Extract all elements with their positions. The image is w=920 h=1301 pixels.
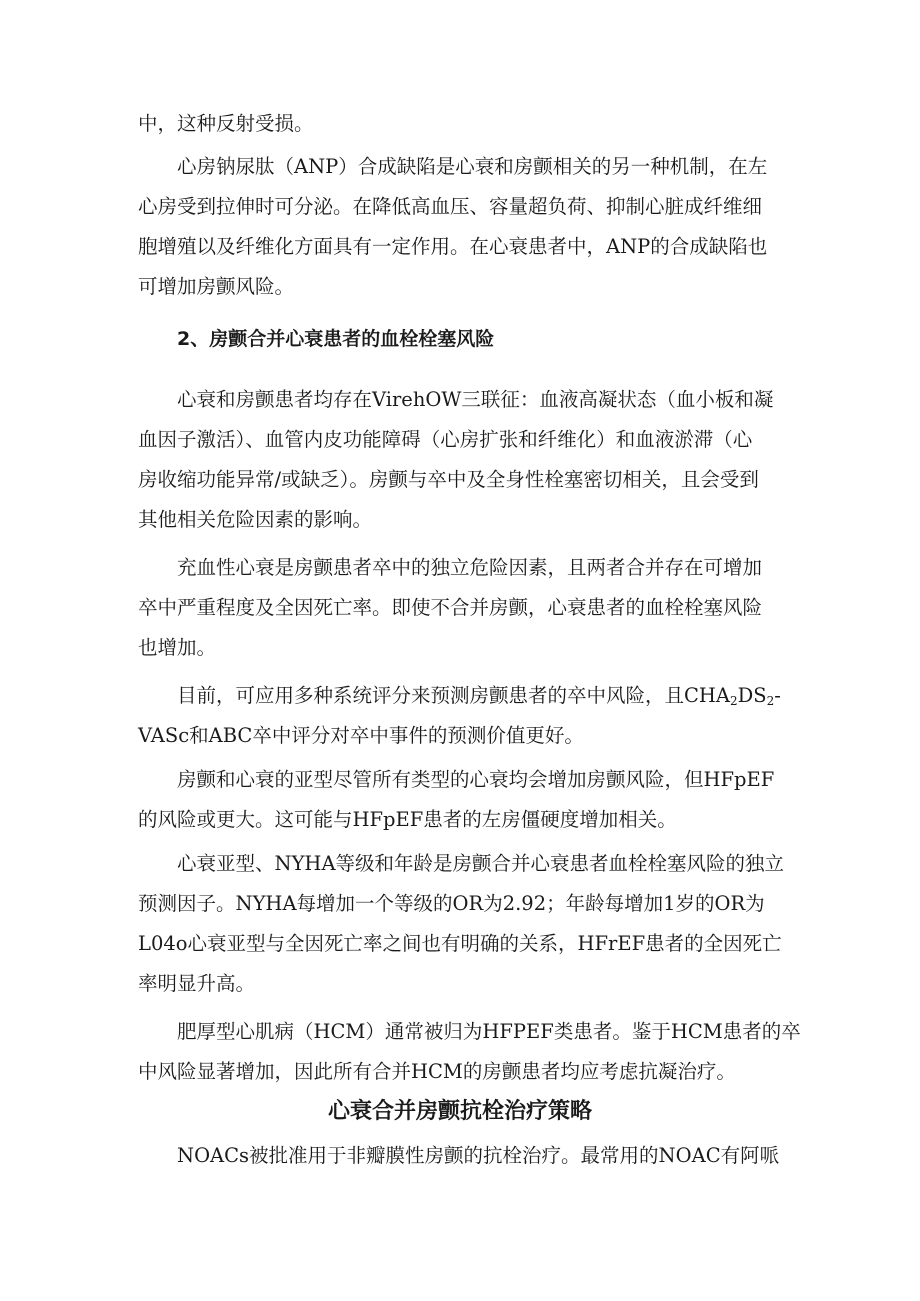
section-heading: 2、房颤合并心衰患者的血栓栓塞风险 bbox=[177, 328, 495, 350]
paragraph-nyha bbox=[138, 844, 784, 1004]
paragraph-scores bbox=[138, 676, 784, 756]
subscript: 2 bbox=[766, 694, 775, 708]
subscript: 2 bbox=[730, 694, 738, 708]
text-line: 心房钠尿肽（ANP）合成缺陷是心衰和房颤相关的另一种机制，在左 bbox=[177, 155, 768, 178]
text-line: 预测因子。NYHA每增加一个等级的OR为2.92；年龄每增加1岁的OR为 bbox=[138, 892, 765, 915]
text-line: 胞增殖以及纤维化方面具有一定作用。在心衰患者中，ANP的合成缺陷也 bbox=[138, 235, 768, 258]
text-fragment: 目前，可应用多种系统评分来预测房颤患者的卒中风险，且CHA bbox=[177, 684, 731, 707]
text-line: 肥厚型心肌病（HCM）通常被归为HFPEF类患者。鉴于HCM患者的卒 bbox=[177, 1020, 801, 1043]
text-fragment: DS bbox=[737, 684, 767, 707]
text-fragment: - bbox=[774, 684, 781, 707]
text-line: 心房受到拉伸时可分泌。在降低高血压、容量超负荷、抑制心脏成纤维细 bbox=[138, 195, 763, 218]
text-line: 心衰和房颤患者均存在VirehOW三联征：血液高凝状态（血小板和凝 bbox=[177, 388, 774, 411]
paragraph-anp bbox=[138, 147, 784, 307]
text-line: 房颤和心衰的亚型尽管所有类型的心衰均会增加房颤风险，但HFpEF bbox=[177, 768, 775, 791]
paragraph-chf bbox=[138, 548, 784, 668]
text-line: 中，这种反射受损。 bbox=[138, 112, 314, 135]
paragraph-1 bbox=[138, 104, 784, 144]
text-line: 房收缩功能异常/或缺乏）。房颤与卒中及全身性栓塞密切相关，且会受到 bbox=[138, 468, 759, 491]
paragraph-hfpef bbox=[138, 760, 784, 840]
text-line: 的风险或更大。这可能与HFpEF患者的左房僵硬度增加相关。 bbox=[138, 808, 677, 831]
chapter-heading: 心衰合并房颤抗栓治疗策略 bbox=[327, 1099, 592, 1124]
text-line: 卒中严重程度及全因死亡率。即使不合并房颤，心衰患者的血栓栓塞风险 bbox=[138, 596, 763, 619]
text-line: 率明显升高。 bbox=[138, 972, 256, 995]
paragraph-hcm bbox=[138, 1012, 801, 1092]
text-line: 也增加。 bbox=[138, 636, 217, 659]
paragraph-virchow bbox=[138, 380, 784, 540]
text-line: 血因子激活）、血管内皮功能障碍（心房扩张和纤维化）和血液淤滞（心 bbox=[138, 428, 753, 451]
text-line: 充血性心衰是房颤患者卒中的独立危险因素，且两者合并存在可增加 bbox=[177, 556, 763, 579]
text-line: 其他相关危险因素的影响。 bbox=[138, 508, 373, 531]
paragraph-noac bbox=[138, 1136, 784, 1176]
text-line bbox=[138, 676, 784, 716]
text-line: L04o心衰亚型与全因死亡率之间也有明确的关系，HFrEF患者的全因死亡 bbox=[138, 932, 782, 955]
text-line: VASc和ABC卒中评分对卒中事件的预测价值更好。 bbox=[138, 724, 584, 747]
text-line: NOACs被批准用于非瓣膜性房颤的抗栓治疗。最常用的NOAC有阿哌 bbox=[177, 1144, 780, 1167]
text-line: 可增加房颤风险。 bbox=[138, 275, 295, 298]
text-line: 心衰亚型、NYHA等级和年龄是房颤合并心衰患者血栓栓塞风险的独立 bbox=[177, 852, 785, 875]
text-line: 中风险显著增加，因此所有合并HCM的房颤患者均应考虑抗凝治疗。 bbox=[138, 1060, 736, 1083]
